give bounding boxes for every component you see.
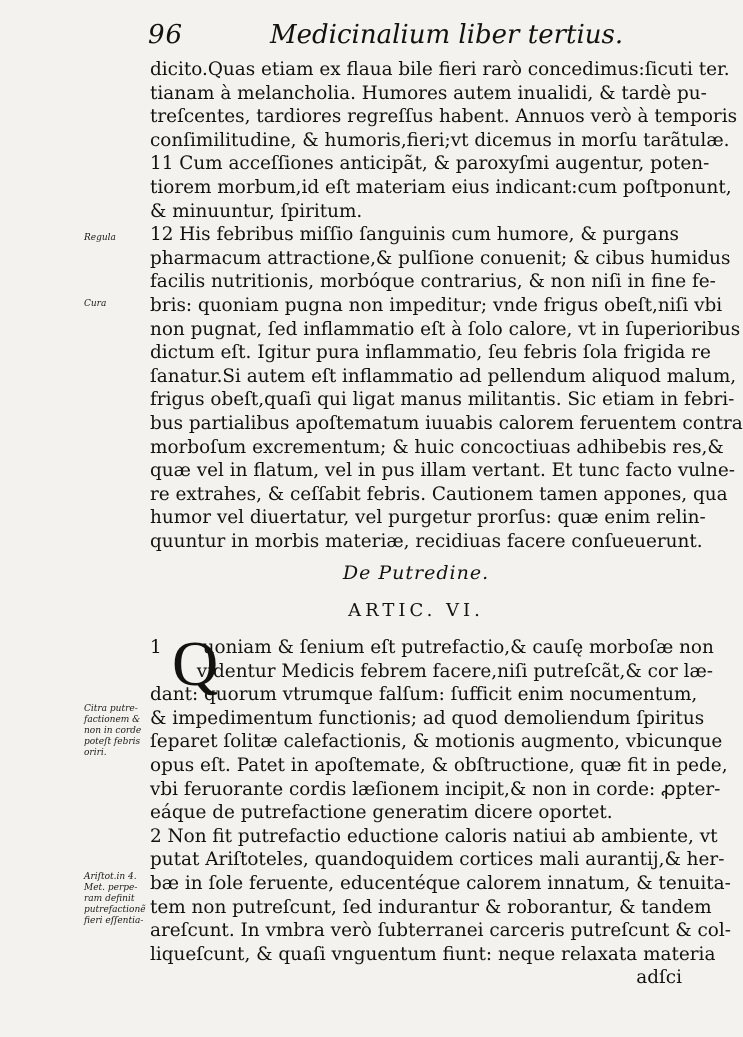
text-line: & minuuntur, ſpiritum. xyxy=(150,200,363,222)
text-line: & impedimentum functionis; ad quod demoliendum ſpiritus xyxy=(150,707,705,729)
text-line: facilis nutritionis, morbóque contrarius, & non niſi in fine fe- xyxy=(150,271,716,293)
text-line: tianam à melancholia. Humores autem inualidi, & tardè pu- xyxy=(150,82,707,104)
text-line: bæ in ſole feruente, educentéque calorem innatum, & tenuita- xyxy=(150,872,731,894)
text-line: videntur Medicis febrem facere,niſi putreſcãt,& cor læ- xyxy=(150,660,713,682)
text-line: quuntur in morbis materiæ, recidiuas facere conſueuerunt. xyxy=(150,530,703,552)
text-line: dictum eſt. Igitur pura inflammatio, ſeu febris ſola frigida re xyxy=(150,342,711,364)
running-title: Medicinalium liber tertius. xyxy=(270,20,624,50)
text-line: frigus obeſt,quaſi qui ligat manus militantis. Sic etiam in febri- xyxy=(150,389,735,411)
text-line: ſanatur.Si autem eſt inflammatio ad pellendum aliquod malum, xyxy=(150,365,737,387)
text-line: quæ vel in flatum, vel in pus illam vertant. Et tunc facto vulne- xyxy=(150,460,735,482)
text-line: putat Ariſtoteles, quandoquidem cortices mali aurantij,& her- xyxy=(150,849,725,871)
drop-cap: Q xyxy=(172,628,219,699)
text-line: ſeparet ſolitæ calefactionis, & motionis augmento, vbicunque xyxy=(150,731,723,753)
section-heading: De Putredine. xyxy=(342,562,490,584)
text-line: pharmacum attractione,& pulſione conuenit; & cibus humidus xyxy=(150,247,731,269)
text-block-2 xyxy=(150,636,731,990)
text-line: 2 Non fit putrefactio eductione caloris natiui ab ambiente, vt xyxy=(150,825,718,847)
text-line: treſcentes, tardiores regreſſus habent. Annuos verò à temporis xyxy=(150,106,738,128)
catchword: adſci xyxy=(636,967,682,989)
text-line: tiorem morbum,id eſt materiam eius indicant:cum poſtponunt, xyxy=(150,176,732,198)
text-line: bris: quoniam pugna non impeditur; vnde frigus obeſt,niſi vbi xyxy=(150,294,723,316)
text-line: vbi feruorante cordis læſionem incipit,& non in corde: ꝓpter- xyxy=(150,778,721,800)
text-line: liqueſcunt, & quaſi vnguentum fiunt: neque relaxata materia xyxy=(150,943,716,965)
text-line: eáque de putrefactione generatim dicere oportet. xyxy=(150,802,613,824)
article-heading: ARTIC. VI. xyxy=(348,600,484,621)
text-block-1 xyxy=(150,58,743,553)
text-line: 11 Cum acceſſiones anticipãt, & paroxyſmi augentur, poten- xyxy=(150,153,710,175)
text-line: humor vel diuertatur, vel purgetur prorſus: quæ enim relin- xyxy=(150,507,706,529)
text-line: dicito.Quas etiam ex flaua bile fieri rarò concedimus:ſicuti ter. xyxy=(150,59,730,80)
text-line: conſimilitudine, & humoris,fieri;vt dicemus in morſu tarãtulæ. xyxy=(150,129,730,151)
text-line: tem non putreſcunt, ſed indurantur & roborantur, & tandem xyxy=(150,896,712,918)
text-line: dant: quorum vtrumque falſum: ſufficit enim nocumentum, xyxy=(150,684,698,706)
margin-note-regula: Regula xyxy=(84,233,116,243)
margin-note-cura: Cura xyxy=(84,299,107,309)
text-line: areſcunt. In vmbra verò ſubterranei carceris putreſcunt & col- xyxy=(150,920,731,942)
text-line: 12 His febribus miſſio ſanguinis cum humore, & purgans xyxy=(150,224,679,246)
text-line: re extrahes, & ceſſabit febris. Cautionem tamen appones, qua xyxy=(150,483,728,505)
text-line: 1 uoniam & ſenium eſt putrefactio,& cauſę morboſæ non xyxy=(150,637,714,658)
margin-note-citra: Citra putre- factionem & non in corde poteſt febris oriri. xyxy=(84,704,142,758)
page-number: 96 xyxy=(148,20,184,50)
text-line: opus eſt. Patet in apoſtemate, & obſtructione, quæ fit in pede, xyxy=(150,754,728,776)
text-line: bus partialibus apoſtematum iuuabis calorem feruentem contra xyxy=(150,412,743,434)
text-line: morboſum excrementum; & huic concoctiuas adhibebis res,& xyxy=(150,436,724,458)
text-line: non pugnat, ſed inflammatio eſt à ſolo calore, vt in ſuperioribus xyxy=(150,318,741,340)
margin-note-aristot: Ariſtot.in 4. Met. perpe- ram definit putrefactionẽ fieri eſſentia- xyxy=(84,872,146,926)
page-header xyxy=(148,20,624,54)
